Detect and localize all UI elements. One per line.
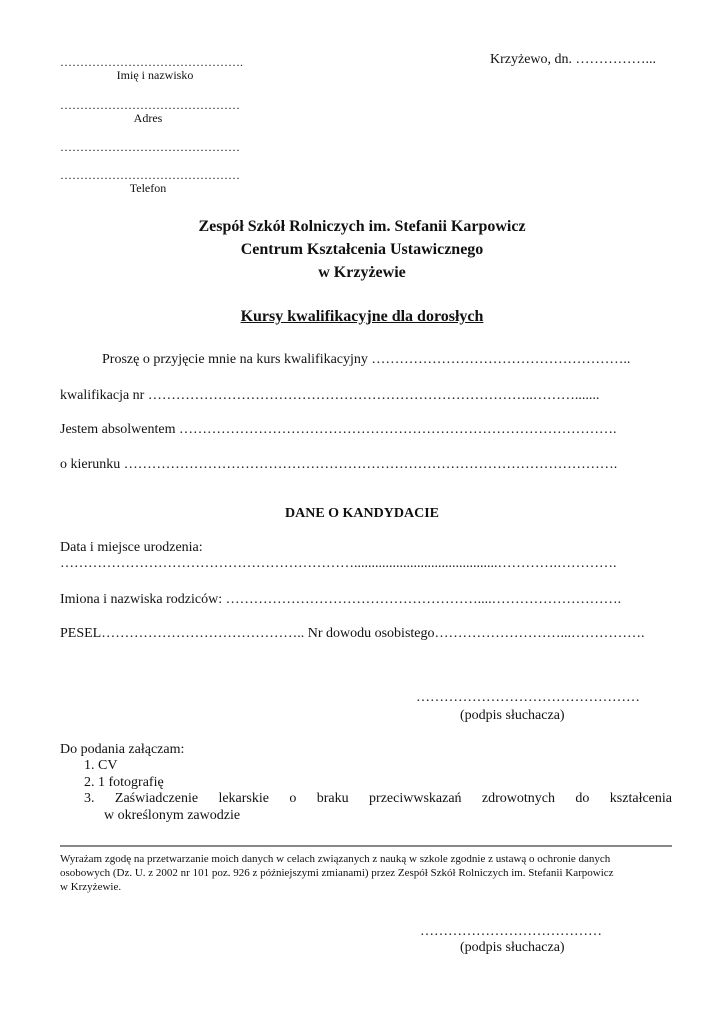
consent-line-3: w Krzyżewie. (60, 881, 122, 893)
request-line: Proszę o przyjęcie mnie na kurs kwalifikacyjny ……………………………………………….. (102, 352, 631, 367)
address-dots: ……………………………………… (60, 98, 240, 112)
consent-line-2: osobowych (Dz. U. z 2002 nr 101 poz. 926 z późniejszymi zmianami) przez Zespół Szkół Rolniczych im. Stefanii Karpowicz (60, 867, 614, 879)
signature-dots: ………………………………………… (416, 690, 640, 705)
attachment-item-1: 1. CV (84, 758, 118, 773)
qualification-line: kwalifikacja nr ………………………………………………………………………..………....... (60, 388, 600, 403)
address-label: Adres (133, 111, 163, 125)
address2-dots: ……………………………………… (60, 140, 240, 154)
pesel-line: PESEL…………………………………….. Nr dowodu osobistego………………………...……………. (60, 626, 645, 641)
school-name: Zespół Szkół Rolniczych im. Stefanii Karpowicz (198, 218, 526, 235)
signature-label: (podpis słuchacza) (460, 708, 565, 723)
attachment-item-3-cont: w określonym zawodzie (104, 808, 241, 823)
phone-dots: ……………………………………… (60, 168, 240, 182)
school-location: w Krzyżewie (318, 264, 406, 281)
phone-label: Telefon (129, 181, 167, 195)
candidate-heading: DANE O KANDYDACIE (284, 506, 439, 521)
birth-label: Data i miejsce urodzenia: (60, 540, 203, 555)
attachment-item-2: 2. 1 fotografię (84, 775, 164, 790)
graduate-line: Jestem absolwentem …………………………………………………………………………………. (60, 422, 617, 437)
course-title: Kursy kwalifikacyjne dla dorosłych (240, 308, 484, 325)
school-center: Centrum Kształcenia Ustawicznego (240, 241, 484, 258)
birth-dots: ……………………………………………………….........................................………….…………. (60, 556, 617, 571)
consent-signature-label: (podpis słuchacza) (460, 940, 565, 955)
place-date: Krzyżewo, dn. ……………... (490, 52, 657, 67)
section-divider (60, 845, 672, 847)
parents-line: Imiona i nazwiska rodziców: ………………………………………………....………………………. (60, 592, 622, 607)
attachment-item-3: 3. Zaświadczenie lekarskie o braku przeciwwskazań zdrowotnych do kształcenia (84, 791, 672, 806)
name-dots: ………………………………………. (60, 55, 243, 69)
consent-line-1: Wyrażam zgodę na przetwarzanie moich danych w celach związanych z nauką w szkole zgodnie z ustawą o ochronie danych (60, 853, 611, 865)
attachments-heading: Do podania załączam: (60, 742, 185, 757)
name-label: Imię i nazwisko (116, 68, 194, 82)
direction-line: o kierunku ……………………………………………………………………………………………. (60, 457, 618, 472)
consent-signature-dots: ………………………………… (420, 924, 602, 939)
